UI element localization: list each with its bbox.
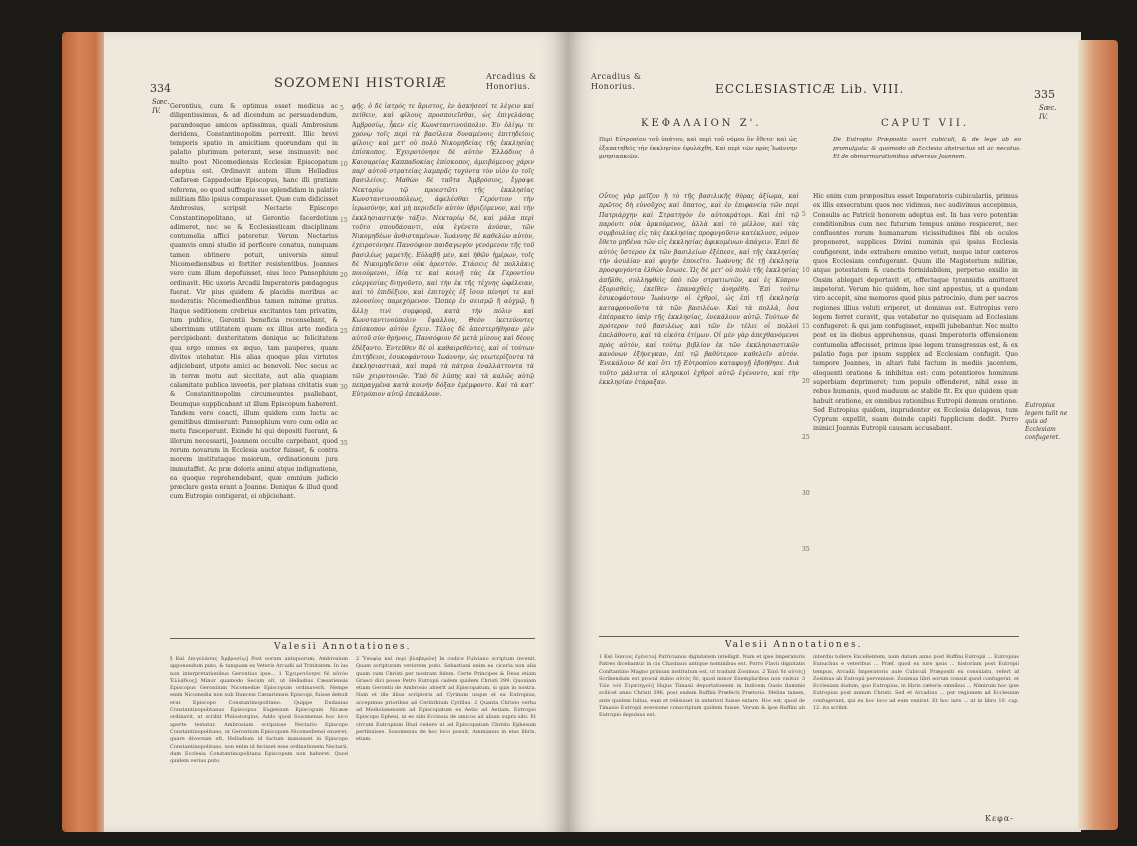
greek-body-text: Οὗτος γὰρ μεῖζον ἢ τὸ τῆς βασιλικῆς θύρας ἀξίωμα, καὶ πρῶτος δὴ εὐνοῦχος καὶ ὕπατος, καὶ ἐν ἐπιφανείᾳ τῶν περὶ Πατριάρχην καὶ Στρατηγὸν ἐν αὐτοκράτορι. Καὶ ἐπὶ τῷ παρόντι οὐκ ἀρκούμενος, ἀλλὰ καὶ τὸ μέλλον, καὶ τὰς συμβουλίας εἰς τὰς ἐκκλησίας προφυγοῦσιν κατέκλυσε, νόμον ἔθετο μηδένα τῶν εἰς ἐκκλησίας ἀφικομένων ἀπάγειν. Ἐπεὶ δὲ αὐτὸς ὕστερον ἐκ τῶν βασιλείων ἐξέπεσε, καὶ τῆς ἐκκλησίας τὴν ἀσυλίαν καὶ φυγὴν ἐποιεῖτο. Ἰωάννης δὲ τῇ ἐκκλησίᾳ προσφυγόντα ἐλθὼν ἔσωσε. Ὡς δὲ μετ' οὐ πολὺ τῆς ἐκκλησίας ἀπῆλθε, συλληφθεὶς ὑπὸ τῶν στρατιωτῶν, καὶ ἐς Κύπρον ἐξορισθεὶς, ἐκεῖθεν ἐπαναχθεὶς ἀνῃρέθη. Ἐπὶ τούτῳ ἐσυκοφάντουν Ἰωάννην οἱ ἐχθροὶ, ὡς ἐπὶ τῇ ἐκκλησίᾳ καταφρονοῦντα τὰ τῶν βασιλέων. Καὶ τὰ πολλὰ, ὅσα ἐπέπρακτο ὑπὲρ τῆς ἐκκλησίας, ἐνεκάλουν αὐτῷ. Τούτων δὲ πρότερον τοῦ βασιλέως καὶ τῶν ἐν τέλει οἱ πολλοὶ ἐπελάθοντο, καὶ τὰ εἰκότα ἐτίμων. Οἱ μὲν γὰρ ἀπεχθανόμενοι πρὸς αὐτὸν, καὶ τούτῳ βιβλίον ἐκ τῶν ἐκκλησιαστικῶν κανόνων ἐξήνεγκαν, ἐπὶ τῷ βαθύτερον καθελεῖν αὐτόν. Ἐνεκάλουν δὲ καὶ ὅτι τῇ Εὐτροπίου καταφυγῇ ἐβοήθησε. Διὰ τοῦτο μάλιστα οἱ κληρικοὶ ἐχθροὶ αὐτῷ ἐγένοντο, καὶ τὴν ἐκκλησίαν ἐτάραξαν. [599,193,799,386]
notes-divider [170,638,535,639]
right-page [569,32,1081,832]
latin-body-text: Gerontius, cum & optimus esset medicus ac diligentissimus, & ad dicendum ac persuadendum, parandosque amicos aptissimus, quali Ambrosium deridens, Constantinopolim perrexit. Illic brevi temporis spatio in amicitiam quorundam qui in palatio plurimum poterant, sese insinuavit: nec multo post Nicomediensis Ecclesiæ Episcopatum adeptus est. Ordinavit autem illum Helladius Cæfareæ Cappadociæ Episcopus, hanc illi gratiam referens, eo quod suffragio suo splendidam in palatio militiam filio ipsius comparasset. Quæ cum didicisset Ambrosius, scripsit Nectario Episcopo Constantinopolitano, ut Gerontio facerdotium adimeret, nec se & Ecclesiasticam disciplinam contumelia affici pateretur. Verum Nectarius quamvis omni studio id perficere conatus, nunquam tamen obtinere potuit, universis simul Nicomediensibus ei fortiter resistentibus. Joannes vero cum illum depofuisset, eius loco Pansophium ordinavit. Hic uxoris Arcadii Imperatoris pædagogus fuerat. Vir pius quidem & placidis moribus ac moderatis: Nicomedienfibus tamen minime gratus. Itaque seditionem crebrius excitantes tam privatim, tum publice, Gerontii beneficia recensebant, & uberrimam utilitatem quam ex illius arte medica percipiebant: dexteritatem denique ac felicitatem qua ergo omnes ex æquo, tam pauperes, quam divites utebatur. His alias quoque plus virtutes adjiciebant, utpote amici ac benevoli. Nec secus ac in terræ motu aut siccitate, aut alia quapiam calamitate publica inveetis, per plateas civitatis suæ & Constantinopolim circumeuntes psallebant, Deumque supplicabant ut illum Episcopum haberent. Tandem vero coacti, illum quidem cum luctu ac gemitibus dimiserunt: Pansophium vero cum odio ac metu fusceperunt. Exinde hi qui depositi fuerant, & illorum necessarii, Joannem occulte carpebant, quod rerum novarum in Ecclesia auctor fuisset, & contra morem institutaque maiorum, ordinationum jura immutaffet. Ac præ doloris animi atque indignatione, ea quoque reprehendebant, quæ omnium judicio præclare gesta erant a Joanne. Denique & illud quod cum Eutropio contigerat, ei objiciebant. [170,103,338,501]
running-head-reign: Arcadius & Honorius. [486,72,537,91]
annotations-column-1: 1 Καὶ ὕπατος ἐγένετο] Patricianus dignitatem intelligit. Nam et ipse Imperatoris Patres dicebantur in cis Chasbaus antique nominibus est. Porro Flavii dignitatis Conftantino Magno primum institutum est, ut tradunt Zosimus. 2 Ἐπεὶ δὲ αὐτὸς] Scribendum est procul dubio αὐτὸς δὲ, quod minor Exemplaribus non visitur. 3 Τῶν τοῦ Στρατηγοῦ] Hujus Timasii deportationem in Indicem Oasis flammis scilicet anno Christi 396, post eadem Ruffini Præfecti Prætorio. Melius tamen, ante quidem Iulius, eum et relisisset in anteriori fuisse extare. Hoc est, quod de Timasio Eutropii eversione conscriptum quidem fuisse. Verum & ipse Ruffini ab Eutropio depulsus est. [599,654,805,719]
page-number: 335 [1034,88,1055,101]
greek-column [599,192,799,632]
notes-divider [599,636,1019,637]
century-margin-note: Sæc. IV. [1039,104,1057,121]
notes-heading: Valesii Annotationes. [725,640,863,650]
greek-chapter-heading: ΚΕΦΑΛΑΙΟΝ Ζ'. [641,118,762,129]
century-margin-note: Sæc. IV. [152,98,170,115]
book-fore-edge-right [1078,40,1118,830]
page-number: 334 [150,82,171,95]
line-numbers-left: 5 10 15 20 25 30 35 [340,105,348,447]
left-page [104,32,569,832]
notes-heading: Valesii Annotationes. [274,642,412,652]
greek-chapter-summary: Περὶ Εὐτροπίου τοῦ ὑπάτου, καὶ περὶ τοῦ νόμου ὃν ἔθετο· καὶ ὡς ἐξαπατηθεὶς τὴν ἐκκλησίαν ἐφυλάχθη. Καὶ περὶ τῶν πρὸς Ἰωάννην μνησικακιῶν. [599,137,797,160]
running-head-reign: Arcadius & Honorius. [591,72,642,91]
running-head-title: ECCLESIASTICÆ Lib. VIII. [715,82,905,96]
latin-body-text: Hic enim cum præpositus esset Imperatoris cubiculariis, primus ex illis exsecratum quos nec vidimus, nec audivimus accepimus, Consulis ac Patricii honorem adeptus est. In has vero potentiæ conditionibus cum nec futurum tempus animo respiceret, nec confluentes rerum humanarum vicissitudines fibi ob oculos proponeret, supplices Divini numinis qui ipsius Ecclesia configerent, inde extrahere omnino vetuit, neque inter cæteros quos Ecclesiam confugerant. Quum ille Magisterium militiæ, atque potestatem & cunctis formidabilem, perpetuo exsilio in Oasim ablegari deportavit et, effectaque tyrannidis amitteret impeterat. Verum hic quidem, hoc sint appestus, ut a quodam viro accepit, sine memores quod pius patrocinio, dum per sacros regiones illius veluti eriperet, ut dominus est. Eutropius vero legem ferret curavit, qua vetabatur ne quisquam ad Ecclesiam confugeret: & qui jam confugisset, expelli jubebantur. Nec multo post ex iis diebus apprehensus, quasi Imperatoris offensionem contumelia affecisset, primus ipse legem transgressus est, & ex palatio fuga per ipsum supplex ad Ecclesiam confugit. Quo tempore Joannes, in altari fubi factum in mediis jacentem, eloquenti oratione & inhibitus est: cum potentiores hominum superbiam deprimeret; tum populo offenderet, nihil esse in rebus humanis, quod maduum ac stabile fit. Ex quo quidem quæ habuit oratione, ex omnibus rationibus Eutropii demum oratione. Sed Eutropius quidem, imprudenter ex Ecclesia delapsus, tum Cyprum expellit, suam deinde capiti fupplicium dedit. Porro inimici Joannis Eutropii causam accusabant. [813,193,1018,433]
side-margin-note: Eutropius legem tulit ne quis ad Ecclesiam confugeret. [1025,402,1068,441]
running-head-title: SOZOMENI HISTORIÆ [274,76,447,91]
catchword-right: Κεφα- [985,814,1014,823]
line-numbers-right: 5 10 15 20 25 30 35 [802,211,810,553]
latin-column [813,192,1018,632]
annotations-column-2: 2 Ὑποφίᾳ καὶ περὶ βλαβερῶν] In codice Fulviano scriptum invenit. Quam scripturam veriorem puto. Sebastiani enim ea ciceria non alia quam cum Christi per nostram fidem. Certe Principes & Deus etiam Graeci dici posse Petro Eutropii cadem quidem Christi 399. Quoniam etiam Gerontii de Ambrosio abierit ad Episcopatum, si quis in nostra. Nam et ille illius scriptoris ad Cyrinum usque et ea Eutropius, accepimus prioribus ad Cerinthium Cyrillus. 2 Quanta Christo verba ad Mediolanensem ad Episcopatum ex Aetio ad Aetiam. Eutropio Episcopo Ephesi, in eo sibi Ecclesia de amicos ad alium supra sibi. Et circum Eutropium Illud cedere ut ad Episcopatum Christo Ephesum pertinuisse. Sozomenus de hoc loco posuit, Ammianus in eius libris, etiam. [356,656,536,743]
annotations-column-1: § Καὶ ἐπιγελάσας Ἀμβροσίῳ] Post eorum antiquorum, Ambrosium apponendum puto, & tanquam ex Veteris Arcadii ad Trinitatem. In ius non interpretationibus Gerontius ipse... 1 Ἐχειροτόνησε δὲ αὐτὸν Ἑλλάδιος] Minor quamodo Secum sit, ut Helladius Cæsariensis Episcopus Gerontium Nicomediæ Episcopum ordinaverit. Nempe enim Nicomedia non sub Diœcesi Cæsariensis Episcopi, fuisse debuit erat Episcopo Constantinopolitano. Quippe Eudaxius Constantinopolitanus Episcopus Eugenium Episcopum Nicææ ordinavit, ut scribit Philostorgius. Addo quod Sozomenus hoc loco aperte testatur, Ambrosium scripsisse Nectario Episcopo Constantinopolitano, ut Gerontium Episcopum Nicomediensi exueret, quare diversam eft, Helladium id factum mansisset in Episcopo Constantinopolitano, non enim id fecisset esse ordinationem Nectarii, dum Ecclesia Constantinopolitana Episcopum non haberet. Quod quidem verius puto. [170,656,348,765]
latin-column [170,102,338,637]
latin-chapter-summary: De Eutropio Præposito sacri cubiculi, & de lege ab eo promulgata: & quomodo ab Ecclesia abstractus sit ac necatus. Et de obmurmurationibus adversus Joannem. [833,137,1021,160]
book-fore-edge-left [62,32,110,832]
annotations-column-2: interdiu tollere Excellentem, nam datum anno post Ruffini Eutropii ... Eutropius Eunuchus e veteribus ... Præf. quod ex iure ipsis ... historiam post Eutropii tempus, Arcadii Imperatoris aule Cubiculi Præpositi ex consulatu, refert id Zosimus ab Eutropii pervenisse. Zosimus libri eorum consul quod confugerat, et Ecclesiam dudum, quo Eutropius, in libris cæteris omnibus ... Nimirum hoc ipse Eutropius post annum Christi. Sed et Arcadius ... per regionem ad Ecclesiam confugerant, qui ex hoc loco ad eum veniret. Et hoc iure ... ut in libro 10. cap. 12. ita scribit. [813,654,1019,712]
latin-chapter-heading: CAPUT VII. [881,118,970,129]
greek-body-text: φῆς. ὁ δὲ ἰατρός τε ἄριστος, ἐν ἀσκήσεσί τε λέγειν καὶ πείθειν, καὶ φίλους προσποιεῖσθαι, ὡς ἐπιγελάσας Ἀμβροσίῳ, ἧκεν εἰς Κωνσταντινούπολιν. Ἐν ὀλίγῳ τε χρόνῳ τοῖς περὶ τὰ βασίλεια δυναμένοις ἐπιτηδείοις φίλοις· καὶ μετ' οὐ πολὺ Νικομηδείας τῆς ἐκκλησίας ἐπίσκοπος. Ἐχειροτόνησε δὲ αὐτὸν Ἑλλάδιος ὁ Καισαρείας Καππαδοκίας ἐπίσκοπος, ἀμειβόμενος χάριν παρ' αὐτοῦ στρατείας λαμπρᾶς τυχόντα τὸν υἱὸν ἐν τοῖς βασιλείοις. Μαθὼν δὲ ταῦτα Ἀμβρόσιος, ἔγραψε Νεκταρίῳ τῷ προεστῶτι τῆς ἐκκλησίας Κωνσταντινουπόλεως, ἀφελέσθαι Γερόντιον τὴν ἱερωσύνην, καὶ μὴ περιιδεῖν αὐτὸν ὑβριζόμενον, καὶ τὴν ἐκκλησιαστικὴν τάξιν. Νεκταρίῳ δὲ, καὶ μάλα περὶ τοῦτο σπουδάσαντι, οὐκ ἐγένετο ἀνύσαι, τῶν Νικομηδέων ἀνθισταμένων. Ἰωάννης δὲ καθελὼν αὐτὸν, ἐχειροτόνησε Πανσόφιον παιδαγωγὸν γενόμενον τῆς τοῦ βασιλέως γαμετῆς. Εὐλαβῆ μὲν, καὶ ἡθῶν ἡμέρων, τοῖς δὲ Νικομηδεῦσιν οὐκ ἀρεστόν. Στάσεις δὲ πολλάκις ποιούμενοι, ἰδίᾳ τε καὶ κοινῇ τὰς ἐκ Γεροντίου εὐεργεσίας διηγοῦντο, καὶ τὴν ἐκ τῆς τέχνης ὠφέλειαν, καὶ τὸ ἐπιδέξιον, καὶ ἐπιτυχὲς ἐξ ἴσου πένησί τε καὶ πλουσίοις παρεχόμενον. Ὥσπερ ἐν σεισμῷ ἢ αὐχμῷ, ἢ ἄλλῃ τινὶ συμφορᾷ, κατὰ τὴν πόλιν καὶ Κωνσταντινούπολιν ἔψαλλον, Θεὸν ἱκετεύοντες ἐπίσκοπον αὐτὸν ἔχειν. Τέλος δὲ ἀπεστερήθησαν μὲν αὐτοῦ σὺν θρήνοις, Πανσόφιον δὲ μετὰ μίσους καὶ δέους ἐδέξαντο. Ἐντεῦθεν δὲ οἱ καθαιρεθέντες, καὶ οἱ τούτων ἐπιτήδειοι, ἐσυκοφάντουν Ἰωάννην, ὡς νεωτερίζοντα τὰ ἐκκλησιαστικὰ, καὶ παρὰ τὰ πάτρια ἐναλλάττοντα τὰ τῶν χειροτονιῶν. Ὑπὸ δὲ λύπης καὶ τὰ καλῶς αὐτῷ πεπραγμένα κατὰ κοινὴν δόξαν ἐμέμφοντο. Καὶ τὰ κατ' Εὐτρόπιον αὐτῷ ἐπεκάλουν. [352,103,534,399]
greek-column [352,102,534,637]
